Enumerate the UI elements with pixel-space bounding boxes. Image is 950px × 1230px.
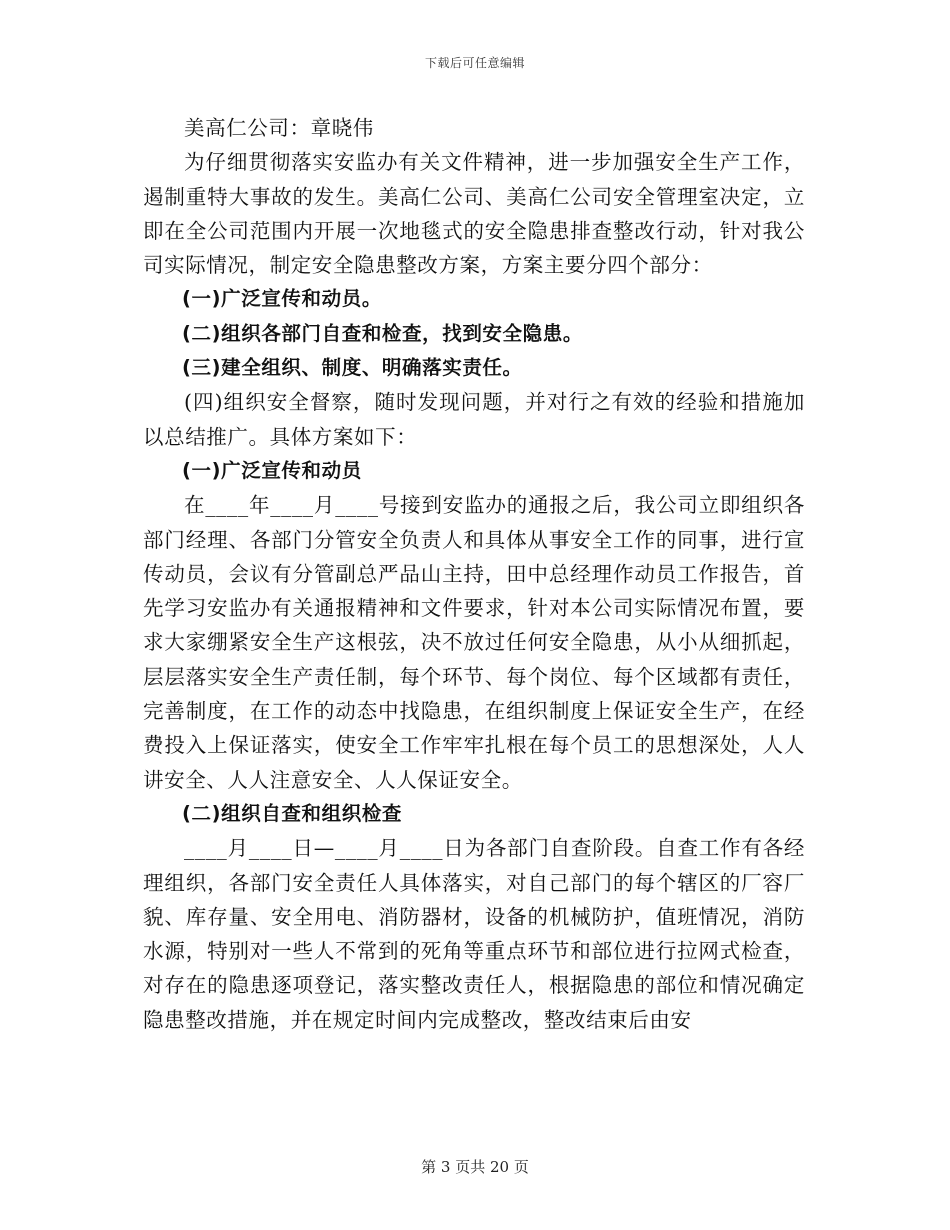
outline-item-3: (三)建全组织、制度、明确落实责任。 [182,356,523,380]
document-body [143,111,805,1037]
addressee-line: 美高仁公司：章晓伟 [184,116,374,140]
section-heading-1: (一)广泛宣传和动员 [182,458,362,482]
section-heading-2: (二)组织自查和组织检查 [182,801,403,825]
section-2-paragraph: ____月____日—____月____日为各部门自查阶段。自查工作有各经理组织，各部门安全责任人具体落实，对自己部门的每个辖区的厂容厂貌、库存量、安全用电、消防器材，设备的机械防护，值班情况，消防水源，特别对一些人不常到的死角等重点环节和部位进行拉网式检查，对存在的隐患逐项登记，落实整改责任人，根据隐患的部位和情况确定隐患整改措施，并在规定时间内完成整改，整改结束后由安 [143,836,805,1032]
section-1-paragraph: 在____年____月____号接到安监办的通报之后，我公司立即组织各部门经理、各部门分管安全负责人和具体从事安全工作的同事，进行宣传动员，会议有分管副总严品山主持，田中总经理作动员工作报告，首先学习安监办有关通报精神和文件要求，针对本公司实际情况布置，要求大家绷紧安全生产这根弦，决不放过任何安全隐患，从小从细抓起，层层落实安全生产责任制，每个环节、每个岗位、每个区域都有责任，完善制度，在工作的动态中找隐患，在组织制度上保证安全生产，在经费投入上保证落实，使安全工作牢牢扎根在每个员工的思想深处，人人讲安全、人人注意安全、人人保证安全。 [143,493,805,792]
intro-paragraph: 为仔细贯彻落实安监办有关文件精神，进一步加强安全生产工作，遏制重特大事故的发生。美高仁公司、美高仁公司安全管理室决定，立即在全公司范围内开展一次地毯式的安全隐患排查整改行动，针对我公司实际情况，制定安全隐患整改方案，方案主要分四个部分： [143,150,805,278]
outline-item-2: (二)组织各部门自查和检查，找到安全隐患。 [182,321,583,345]
page-number: 第 3 页共 20 页 [421,1158,529,1176]
outline-item-4: (四)组织安全督察，随时发现问题，并对行之有效的经验和措施加以总结推广。具体方案如下： [143,390,805,449]
outline-item-1: (一)广泛宣传和动员。 [182,287,382,311]
page-header: 下载后可任意编辑 [424,56,525,70]
